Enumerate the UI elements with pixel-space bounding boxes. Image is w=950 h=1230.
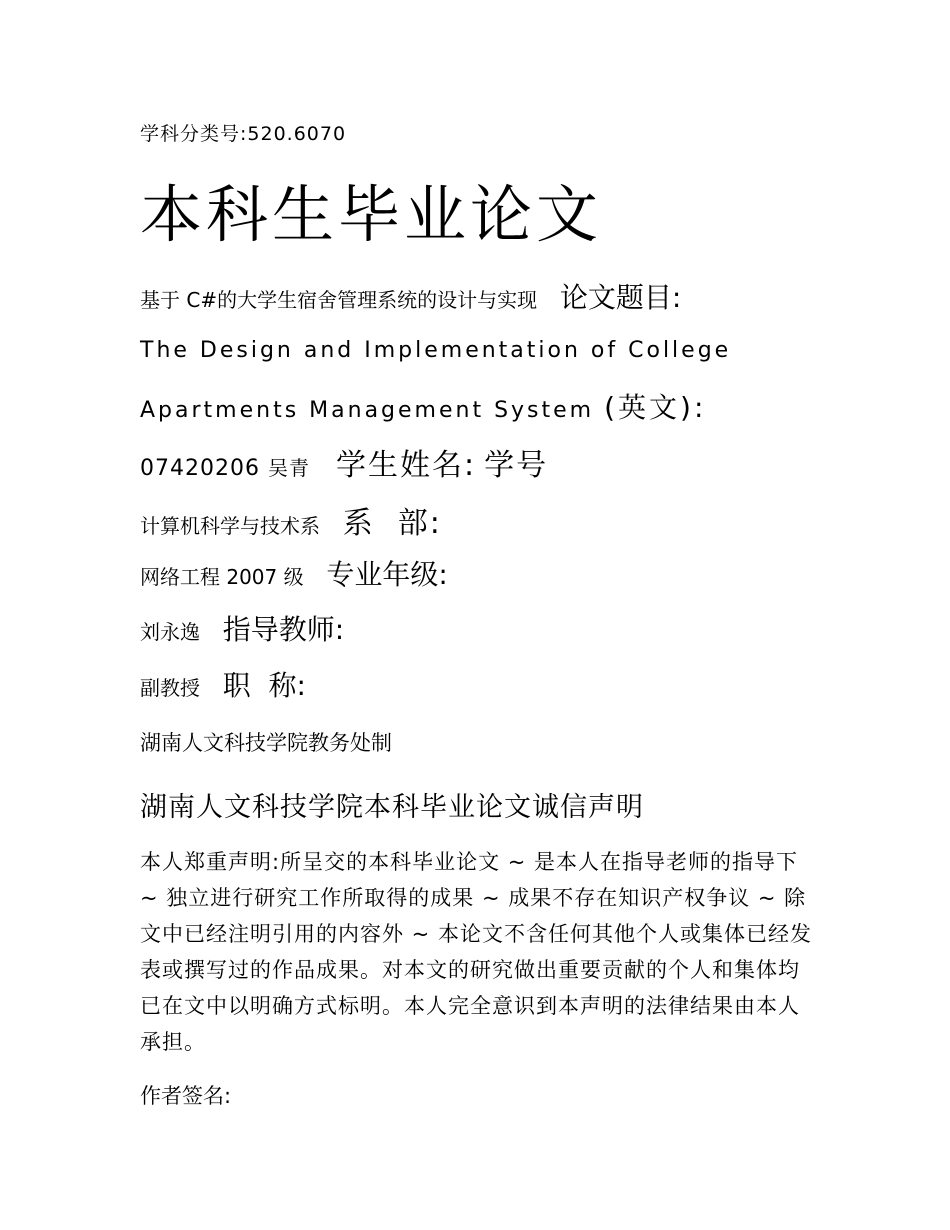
advisor-label: 指导教师: bbox=[222, 613, 345, 646]
major-grade-label: 专业年级: bbox=[326, 558, 448, 591]
document-type-title: 本科生毕业论文 bbox=[140, 178, 603, 251]
professional-title-value: 副教授 bbox=[140, 676, 200, 700]
professional-title-label: 职 称: bbox=[222, 669, 306, 702]
declaration-body: 本人郑重声明:所呈交的本科毕业论文 ~ 是本人在指导老师的指导下 ~ 独立进行研究工作所取得的成果 ~ 成果不存在知识产权争议 ~ 除文中已经注明引用的内容外 ~ 本论文不含任何其他个人或集体已经发表或撰写过的作品成果。对本文的研究做出重要贡献的个人和集体均已在文中以明确方式标明。本人完全意识到本声明的法律结果由本人承担。 bbox=[140, 850, 812, 1054]
issuer-text: 湖南人文科技学院教务处制 bbox=[140, 731, 392, 755]
student-name-value: 吴青 bbox=[267, 456, 310, 480]
declaration-title: 湖南人文科技学院本科毕业论文诚信声明 bbox=[140, 792, 644, 823]
department-label: 系 部: bbox=[342, 506, 442, 541]
thesis-title-value: 基于 C#的大学生宿舍管理系统的设计与实现 bbox=[140, 288, 538, 312]
thesis-title-row bbox=[140, 276, 681, 316]
english-title-line-1: The Design and Implementation of College bbox=[140, 338, 732, 363]
english-title-label: (英文): bbox=[604, 391, 707, 424]
student-id-value: 07420206 bbox=[140, 456, 260, 481]
student-id-label: 学号 bbox=[484, 448, 549, 483]
advisor-row bbox=[140, 608, 344, 648]
professional-title-row bbox=[140, 664, 306, 704]
department-value: 计算机科学与技术系 bbox=[140, 514, 320, 538]
student-name-label: 学生姓名: bbox=[335, 448, 477, 483]
advisor-value: 刘永逸 bbox=[140, 620, 200, 644]
thesis-title-label: 论文题目: bbox=[559, 281, 682, 314]
student-info-row bbox=[140, 440, 548, 484]
department-row bbox=[140, 498, 442, 542]
major-grade-row bbox=[140, 553, 448, 593]
english-title-line-2 bbox=[140, 386, 706, 426]
author-signature-label: 作者签名: bbox=[140, 1084, 232, 1108]
subject-classification-number: 学科分类号:520.6070 bbox=[140, 123, 347, 145]
major-grade-value: 网络工程 2007 级 bbox=[140, 565, 304, 589]
english-title-value: Apartments Management System bbox=[140, 398, 595, 423]
